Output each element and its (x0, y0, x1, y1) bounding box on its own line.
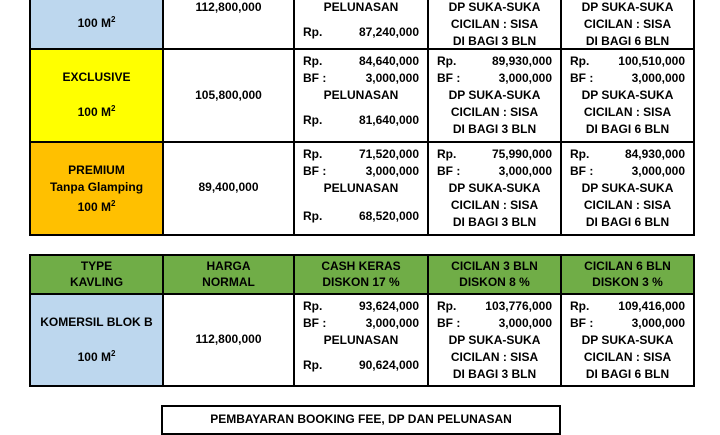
cicilan3-cell (428, 49, 561, 142)
final-payment: Rp. 68,520,000 (303, 209, 419, 223)
table-row (30, 142, 694, 235)
normal-price: 105,800,000 (195, 88, 262, 102)
cash-cell (294, 0, 428, 49)
bagi-label: DI BAGI 3 BLN (452, 215, 537, 229)
total-row: Rp. 84,640,000 (303, 54, 419, 68)
price-table-2 (29, 254, 695, 387)
cicilan6-cell (561, 49, 694, 142)
total-row: Rp. 109,416,000 (570, 299, 685, 313)
cicilan3-cell (428, 142, 561, 235)
dp-label: DP SUKA-SUKA (448, 333, 541, 347)
normal-price: 89,400,000 (198, 180, 259, 194)
cicilan6-cell (561, 294, 694, 386)
bagi-label: DI BAGI 3 BLN (452, 34, 537, 48)
cicilan-label: CICILAN : SISA (583, 350, 672, 364)
type-sub: Tanpa Glamping (49, 180, 144, 194)
bagi-label: DI BAGI 3 BLN (452, 367, 537, 381)
type-cell (30, 294, 163, 386)
total-row: Rp. 75,990,000 (437, 147, 552, 161)
cicilan-label: CICILAN : SISA (583, 17, 672, 31)
dp-label: DP SUKA-SUKA (581, 88, 674, 102)
table-row (30, 0, 694, 49)
table-row (30, 294, 694, 386)
area-label: 100 $M^2$ (77, 104, 116, 119)
header-text: KAVLING (69, 275, 124, 289)
type-name: KOMERSIL BLOK B (40, 315, 153, 329)
cicilan6-cell (561, 142, 694, 235)
dp-label: DP SUKA-SUKA (448, 0, 541, 14)
bf-row: BF : 3,000,000 (437, 316, 552, 330)
header-text: CICILAN 6 BLN (584, 259, 671, 273)
dp-label: DP SUKA-SUKA (581, 333, 674, 347)
area-label: 100 $M^2$ (77, 15, 116, 30)
type-cell (30, 0, 163, 49)
total-row: Rp. 84,930,000 (570, 147, 685, 161)
header-text: HARGA (206, 259, 251, 273)
dp-label: DP SUKA-SUKA (581, 181, 674, 195)
header-text: DISKON 8 % (459, 275, 530, 289)
header-text: CICILAN 3 BLN (451, 259, 538, 273)
header-type (30, 255, 163, 294)
cicilan6-cell (561, 0, 694, 49)
total-row: Rp. 71,520,000 (303, 147, 419, 161)
header-text: NORMAL (202, 275, 255, 289)
cicilan-label: CICILAN : SISA (583, 198, 672, 212)
pelunasan-label: PELUNASAN (323, 333, 399, 347)
total-row: Rp. 89,930,000 (437, 54, 552, 68)
pelunasan-label: PELUNASAN (323, 0, 399, 14)
bagi-label: DI BAGI 6 BLN (585, 367, 670, 381)
bf-row: BF : 3,000,000 (303, 316, 419, 330)
cicilan-label: CICILAN : SISA (583, 105, 672, 119)
footer-box (161, 405, 561, 435)
header-text: CASH KERAS (321, 259, 401, 273)
bf-row: BF : 3,000,000 (570, 71, 685, 85)
header-row (30, 255, 694, 294)
type-cell (30, 49, 163, 142)
type-cell (30, 142, 163, 235)
price-cell (163, 0, 294, 49)
price-cell (163, 142, 294, 235)
price-table-1 (29, 0, 695, 236)
final-payment: Rp. 87,240,000 (303, 25, 419, 39)
pelunasan-label: PELUNASAN (323, 181, 399, 195)
dp-label: DP SUKA-SUKA (448, 88, 541, 102)
table-row (30, 49, 694, 142)
bf-row: BF : 3,000,000 (437, 164, 552, 178)
cicilan3-cell (428, 0, 561, 49)
header-harga (163, 255, 294, 294)
type-name: PREMIUM (68, 163, 125, 177)
pelunasan-label: PELUNASAN (323, 88, 399, 102)
header-cash (294, 255, 428, 294)
header-text: DISKON 3 % (592, 275, 663, 289)
normal-price: 112,800,000 (195, 0, 262, 14)
bagi-label: DI BAGI 6 BLN (585, 34, 670, 48)
bf-row: BF : 3,000,000 (570, 316, 685, 330)
header-text: DISKON 17 % (322, 275, 400, 289)
header-cicilan6 (561, 255, 694, 294)
price-cell (163, 294, 294, 386)
dp-label: DP SUKA-SUKA (581, 0, 674, 14)
total-row: Rp. 103,776,000 (437, 299, 552, 313)
bf-row: BF : 3,000,000 (303, 71, 419, 85)
cicilan3-cell (428, 294, 561, 386)
bf-row: BF : 3,000,000 (303, 164, 419, 178)
type-name: EXCLUSIVE (62, 70, 131, 84)
cash-cell (294, 49, 428, 142)
bf-row: BF : 3,000,000 (570, 164, 685, 178)
cicilan-label: CICILAN : SISA (450, 17, 539, 31)
final-payment: Rp. 81,640,000 (303, 113, 419, 127)
bagi-label: DI BAGI 3 BLN (452, 122, 537, 136)
cicilan-label: CICILAN : SISA (450, 350, 539, 364)
header-text: TYPE (80, 259, 113, 273)
total-row: Rp. 93,624,000 (303, 299, 419, 313)
footer-text: PEMBAYARAN BOOKING FEE, DP DAN PELUNASAN (210, 412, 512, 426)
bagi-label: DI BAGI 6 BLN (585, 215, 670, 229)
dp-label: DP SUKA-SUKA (448, 181, 541, 195)
area-label: 100 $M^2$ (77, 349, 116, 364)
normal-price: 112,800,000 (195, 332, 262, 346)
area-label: 100 $M^2$ (77, 199, 116, 214)
bf-row: BF : 3,000,000 (437, 71, 552, 85)
final-payment: Rp. 90,624,000 (303, 358, 419, 372)
bagi-label: DI BAGI 6 BLN (585, 122, 670, 136)
cash-cell (294, 294, 428, 386)
cicilan-label: CICILAN : SISA (450, 198, 539, 212)
total-row: Rp. 100,510,000 (570, 54, 685, 68)
cash-cell (294, 142, 428, 235)
cicilan-label: CICILAN : SISA (450, 105, 539, 119)
header-cicilan3 (428, 255, 561, 294)
price-cell (163, 49, 294, 142)
